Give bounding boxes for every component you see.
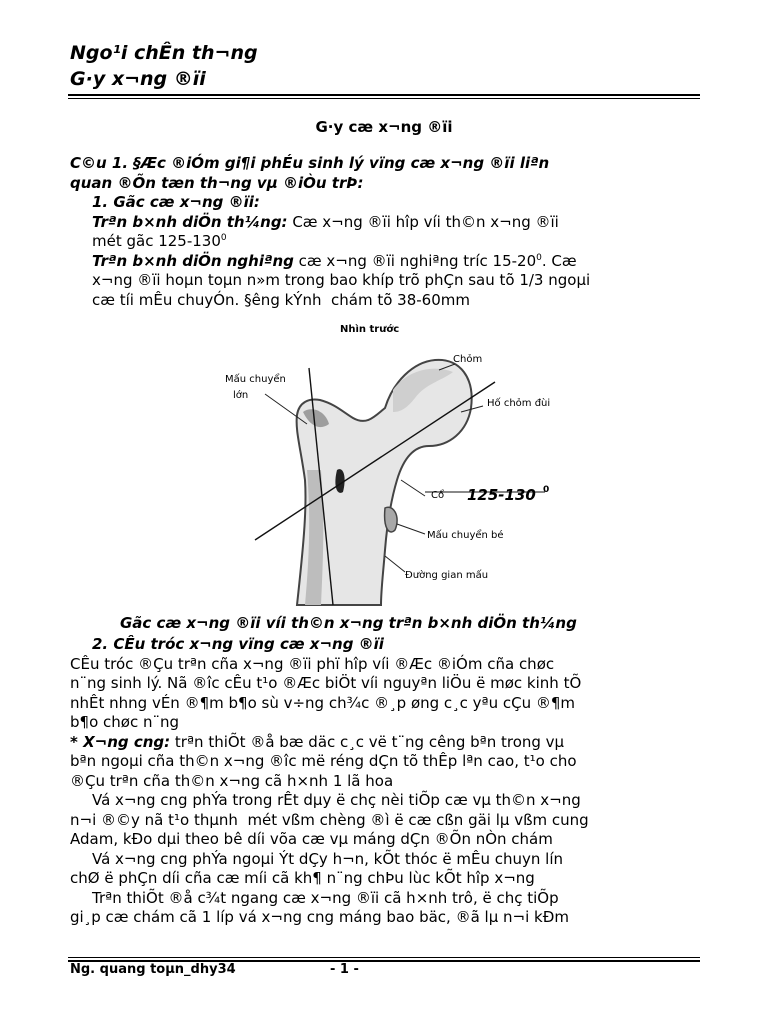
tilt-plane-label: Trªn b×nh diÖn nghiªng — [92, 251, 294, 270]
running-header — [70, 40, 700, 92]
header-line-2: G·y x¬ng ®ïi — [70, 68, 206, 90]
leader-co — [401, 480, 425, 496]
tilt-degree-sup: 0 — [536, 252, 542, 263]
page-number: - 1 - — [330, 962, 359, 977]
p1-line-1: CÊu tróc ®Çu trªn cña x¬ng ®ïi phï hîp víi ®Æc ®iÓm cña chøc — [70, 654, 555, 673]
paragraph-straight-plane-cont — [70, 232, 710, 252]
section-1 — [70, 154, 710, 310]
question-heading: C©u 1. §Æc ®iÓm gi¶i phÉu sinh lý vïng cæ x¬ng ®ïi liªn — [70, 154, 550, 172]
label-lesser-trochanter: Mấu chuyển bé — [427, 530, 504, 541]
paragraph-tilt-line-2: x¬ng ®ïi hoµn toµn n»m trong bao khíp trõ phÇn sau tõ 1/3 ngoµi — [92, 271, 591, 289]
footer-rule-thin — [68, 957, 700, 958]
question-heading-cont: quan ®Õn tæn th¬ng vµ ®iÒu trÞ: — [70, 173, 364, 192]
p1-line-3: nhÊt nhng vÉn ®¶m b¶o sù v÷ng ch¾c ®¸p øng c¸c yªu cÇu ®¶m — [70, 693, 576, 712]
femur-illustration — [225, 320, 555, 610]
paragraph-straight-plane — [70, 213, 710, 233]
paragraph-tilt-line-3: cæ tíi mÊu chuyÓn. §êng kÝnh chám tõ 38-60mm — [92, 290, 470, 309]
label-angle-sup: 0 — [543, 485, 550, 495]
label-fovea: Hố chỏm đùi — [487, 398, 551, 409]
label-head: Chỏm — [453, 354, 483, 365]
subheading-bone-structure: 2. CÊu tróc x¬ng vïng cæ x¬ng ®ïi — [92, 635, 384, 653]
label-intertrochanteric-line: Đường gian mấu — [405, 570, 489, 581]
p3-line-1: Vá x¬ng cng phÝa trong rÊt dµy ë chç nèi tiÕp cæ vµ th©n x¬ng — [92, 791, 581, 809]
label-neck: Cổ — [431, 490, 445, 501]
label-greater-trochanter-2: lớn — [233, 390, 249, 401]
p2-line-1 — [70, 732, 710, 752]
leader-mau-be — [397, 524, 425, 534]
footer-author: Ng. quang toµn_dhy34 — [70, 962, 236, 977]
p2-line-2: bªn ngoµi cña th©n x¬ng ®îc më réng dÇn tõ thÊp lªn cao, t¹o cho — [70, 752, 577, 770]
straight-plane-text: Cæ x¬ng ®ïi hîp víi th©n x¬ng ®ïi — [287, 212, 559, 231]
p3-line-2: n¬i ®©y nã t¹o thµnh mét vßm chèng ®ì ë cæ cßn gäi lµ vßm cung — [70, 810, 589, 829]
label-top-view: Nhìn trước — [340, 324, 400, 335]
header-rule-thin — [68, 98, 700, 99]
header-line-1: Ngo¹i chÊn th¬ng — [70, 42, 258, 64]
cortical-bone-text: trªn thiÕt ®å bæ däc c¸c vë t¨ng cêng bªn trong vµ — [170, 732, 565, 751]
paragraph-tilt-plane — [70, 252, 710, 272]
p5-line-1: Trªn thiÕt ®å c¾t ngang cæ x¬ng ®ïi cã h×nh trô, ë chç tiÕp — [92, 888, 559, 907]
p4-line-2: chØ ë phÇn díi cña cæ míi cã kh¶ n¨ng chÞu lùc kÕt hîp x¬ng — [70, 869, 535, 887]
subheading-neck-angle: 1. Gãc cæ x¬ng ®ïi: — [92, 193, 260, 211]
header-rule — [68, 94, 700, 96]
page-title: G·y cæ x¬ng ®ïi — [315, 118, 453, 136]
tilt-plane-text: cæ x¬ng ®ïi nghiªng tríc 15-20 — [293, 251, 537, 270]
section-2 — [70, 634, 710, 927]
neck-dark-notch — [335, 469, 344, 493]
p3-line-3: Adam, kÐo dµi theo bê díi võa cæ vµ máng dÇn ®Õn nÒn chám — [70, 830, 553, 848]
figure-caption: Gãc cæ x¬ng ®ïi víi th©n x¬ng trªn b×nh diÖn th¼ng — [120, 614, 577, 632]
p5-line-2: gi¸p cæ chám cã 1 líp vá x¬ng cng máng bao bäc, ®ã lµ n¬i kÐm — [70, 908, 569, 926]
p1-line-2: n¨ng sinh lý. Nã ®îc cÊu t¹o ®Æc biÖt víi nguyªn liÖu ë møc kinh tÕ — [70, 674, 582, 692]
straight-plane-label: Trªn b×nh diÖn th¼ng: — [92, 212, 288, 231]
lesser-trochanter — [385, 507, 397, 532]
label-angle: 125-130 — [467, 486, 536, 504]
label-greater-trochanter-1: Mấu chuyển — [225, 374, 286, 385]
degree-sup: 0 — [220, 233, 227, 243]
cortical-bone-label: * X¬ng cng: — [70, 732, 171, 751]
femur-figure — [225, 320, 555, 610]
p4-line-1: Vá x¬ng cng phÝa ngoµi Ýt dÇy h¬n, kÕt thóc ë mÊu chuyn lín — [92, 849, 564, 868]
leader-duong — [385, 556, 405, 572]
tilt-plane-text-end: . Cæ — [541, 251, 577, 270]
p1-line-4: b¶o chøc n¨ng — [70, 713, 179, 731]
p2-line-3: ®Çu trªn cña th©n x¬ng cã h×nh 1 lã hoa — [70, 771, 394, 790]
femur-bone-shape — [297, 360, 472, 605]
straight-plane-text-2: mét gãc 125-130 — [92, 232, 221, 250]
